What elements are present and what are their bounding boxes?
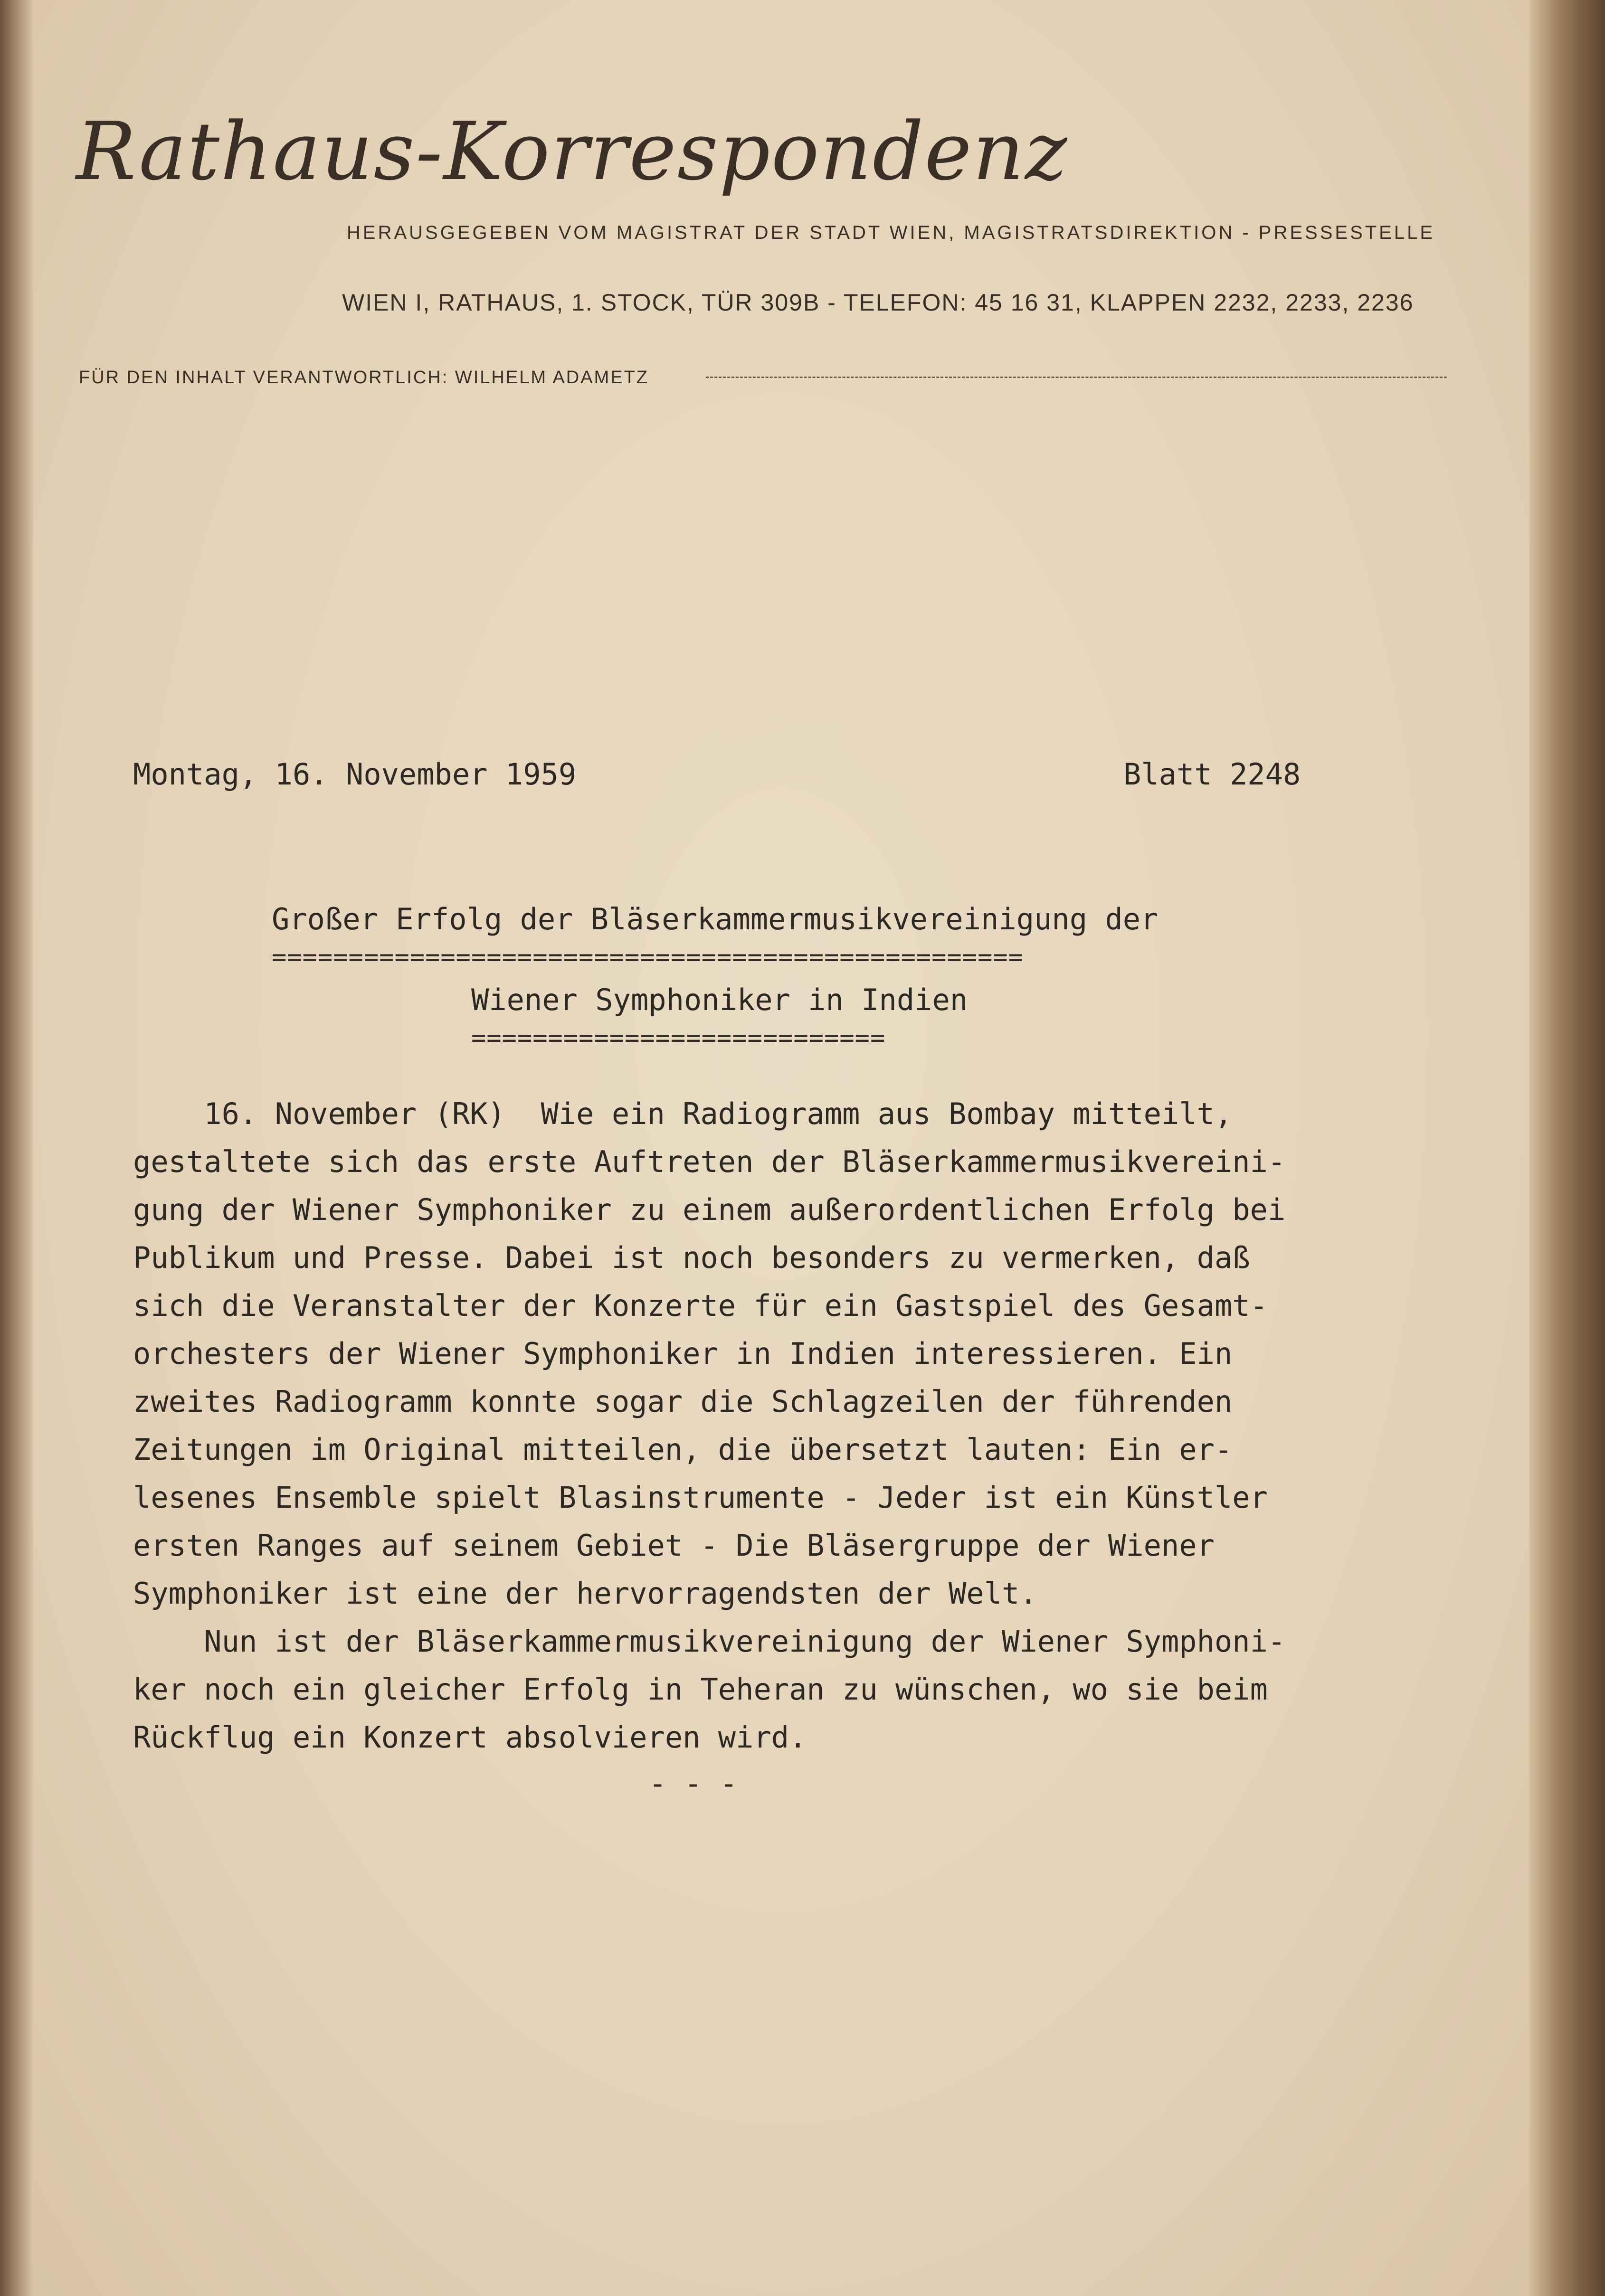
body-line: Symphoniker ist eine der hervorragendsten der Welt. [133, 1576, 1037, 1611]
body-line: Nun ist der Bläserkammermusikvereinigung der Wiener Symphoni- [133, 1624, 1286, 1659]
headline-underline-2: =========================== [471, 1024, 886, 1052]
masthead-responsible: FÜR DEN INHALT VERANTWORTLICH: WILHELM ADAMETZ [79, 368, 649, 387]
headline-underline-1: ================================================= [272, 943, 1024, 972]
body-line: ker noch ein gleicher Erfolg in Teheran zu wünschen, wo sie beim [133, 1672, 1268, 1707]
body-line: gestaltete sich das erste Auftreten der Bläserkammermusikvereini- [133, 1144, 1286, 1179]
body-line: sich die Veranstalter der Konzerte für ein Gastspiel des Gesamt- [133, 1288, 1268, 1323]
body-line: zweites Radiogramm konnte sogar die Schlagzeilen der führenden [133, 1384, 1233, 1419]
body-line: gung der Wiener Symphoniker zu einem außerordentlichen Erfolg bei [133, 1192, 1286, 1227]
masthead-address: WIEN I, RATHAUS, 1. STOCK, TÜR 309B - TELEFON: 45 16 31, KLAPPEN 2232, 2233, 2236 [342, 289, 1414, 316]
body-line: Zeitungen im Original mitteilen, die übersetzt lauten: Ein er- [133, 1432, 1233, 1467]
body-line: Publikum und Presse. Dabei ist noch besonders zu vermerken, daß [133, 1240, 1250, 1275]
body-line: orchesters der Wiener Symphoniker in Indien interessieren. Ein [133, 1336, 1233, 1371]
dateline-sheet-number: Blatt 2248 [1123, 757, 1301, 792]
masthead-title: Rathaus-Korrespondenz [76, 105, 1068, 198]
binding-edge-left [0, 0, 33, 2296]
masthead-publisher: HERAUSGEGEBEN VOM MAGISTRAT DER STADT WIEN, MAGISTRATSDIREKTION - PRESSESTELLE [347, 222, 1435, 243]
dateline-date: Montag, 16. November 1959 [133, 757, 577, 792]
masthead-rule [706, 377, 1447, 378]
body-line: 16. November (RK) Wie ein Radiogramm aus Bombay mitteilt, [133, 1096, 1233, 1131]
body-line: lesenes Ensemble spielt Blasinstrumente - Jeder ist ein Künstler [133, 1480, 1268, 1515]
end-mark: - - - [649, 1766, 738, 1801]
headline-line-1: Großer Erfolg der Bläserkammermusikvereinigung der [272, 902, 1159, 936]
body-line: ersten Ranges auf seinem Gebiet - Die Bläsergruppe der Wiener [133, 1528, 1215, 1563]
headline-line-2: Wiener Symphoniker in Indien [471, 983, 968, 1017]
binding-edge-right [1529, 0, 1605, 2296]
body-line: Rückflug ein Konzert absolvieren wird. [133, 1720, 807, 1755]
